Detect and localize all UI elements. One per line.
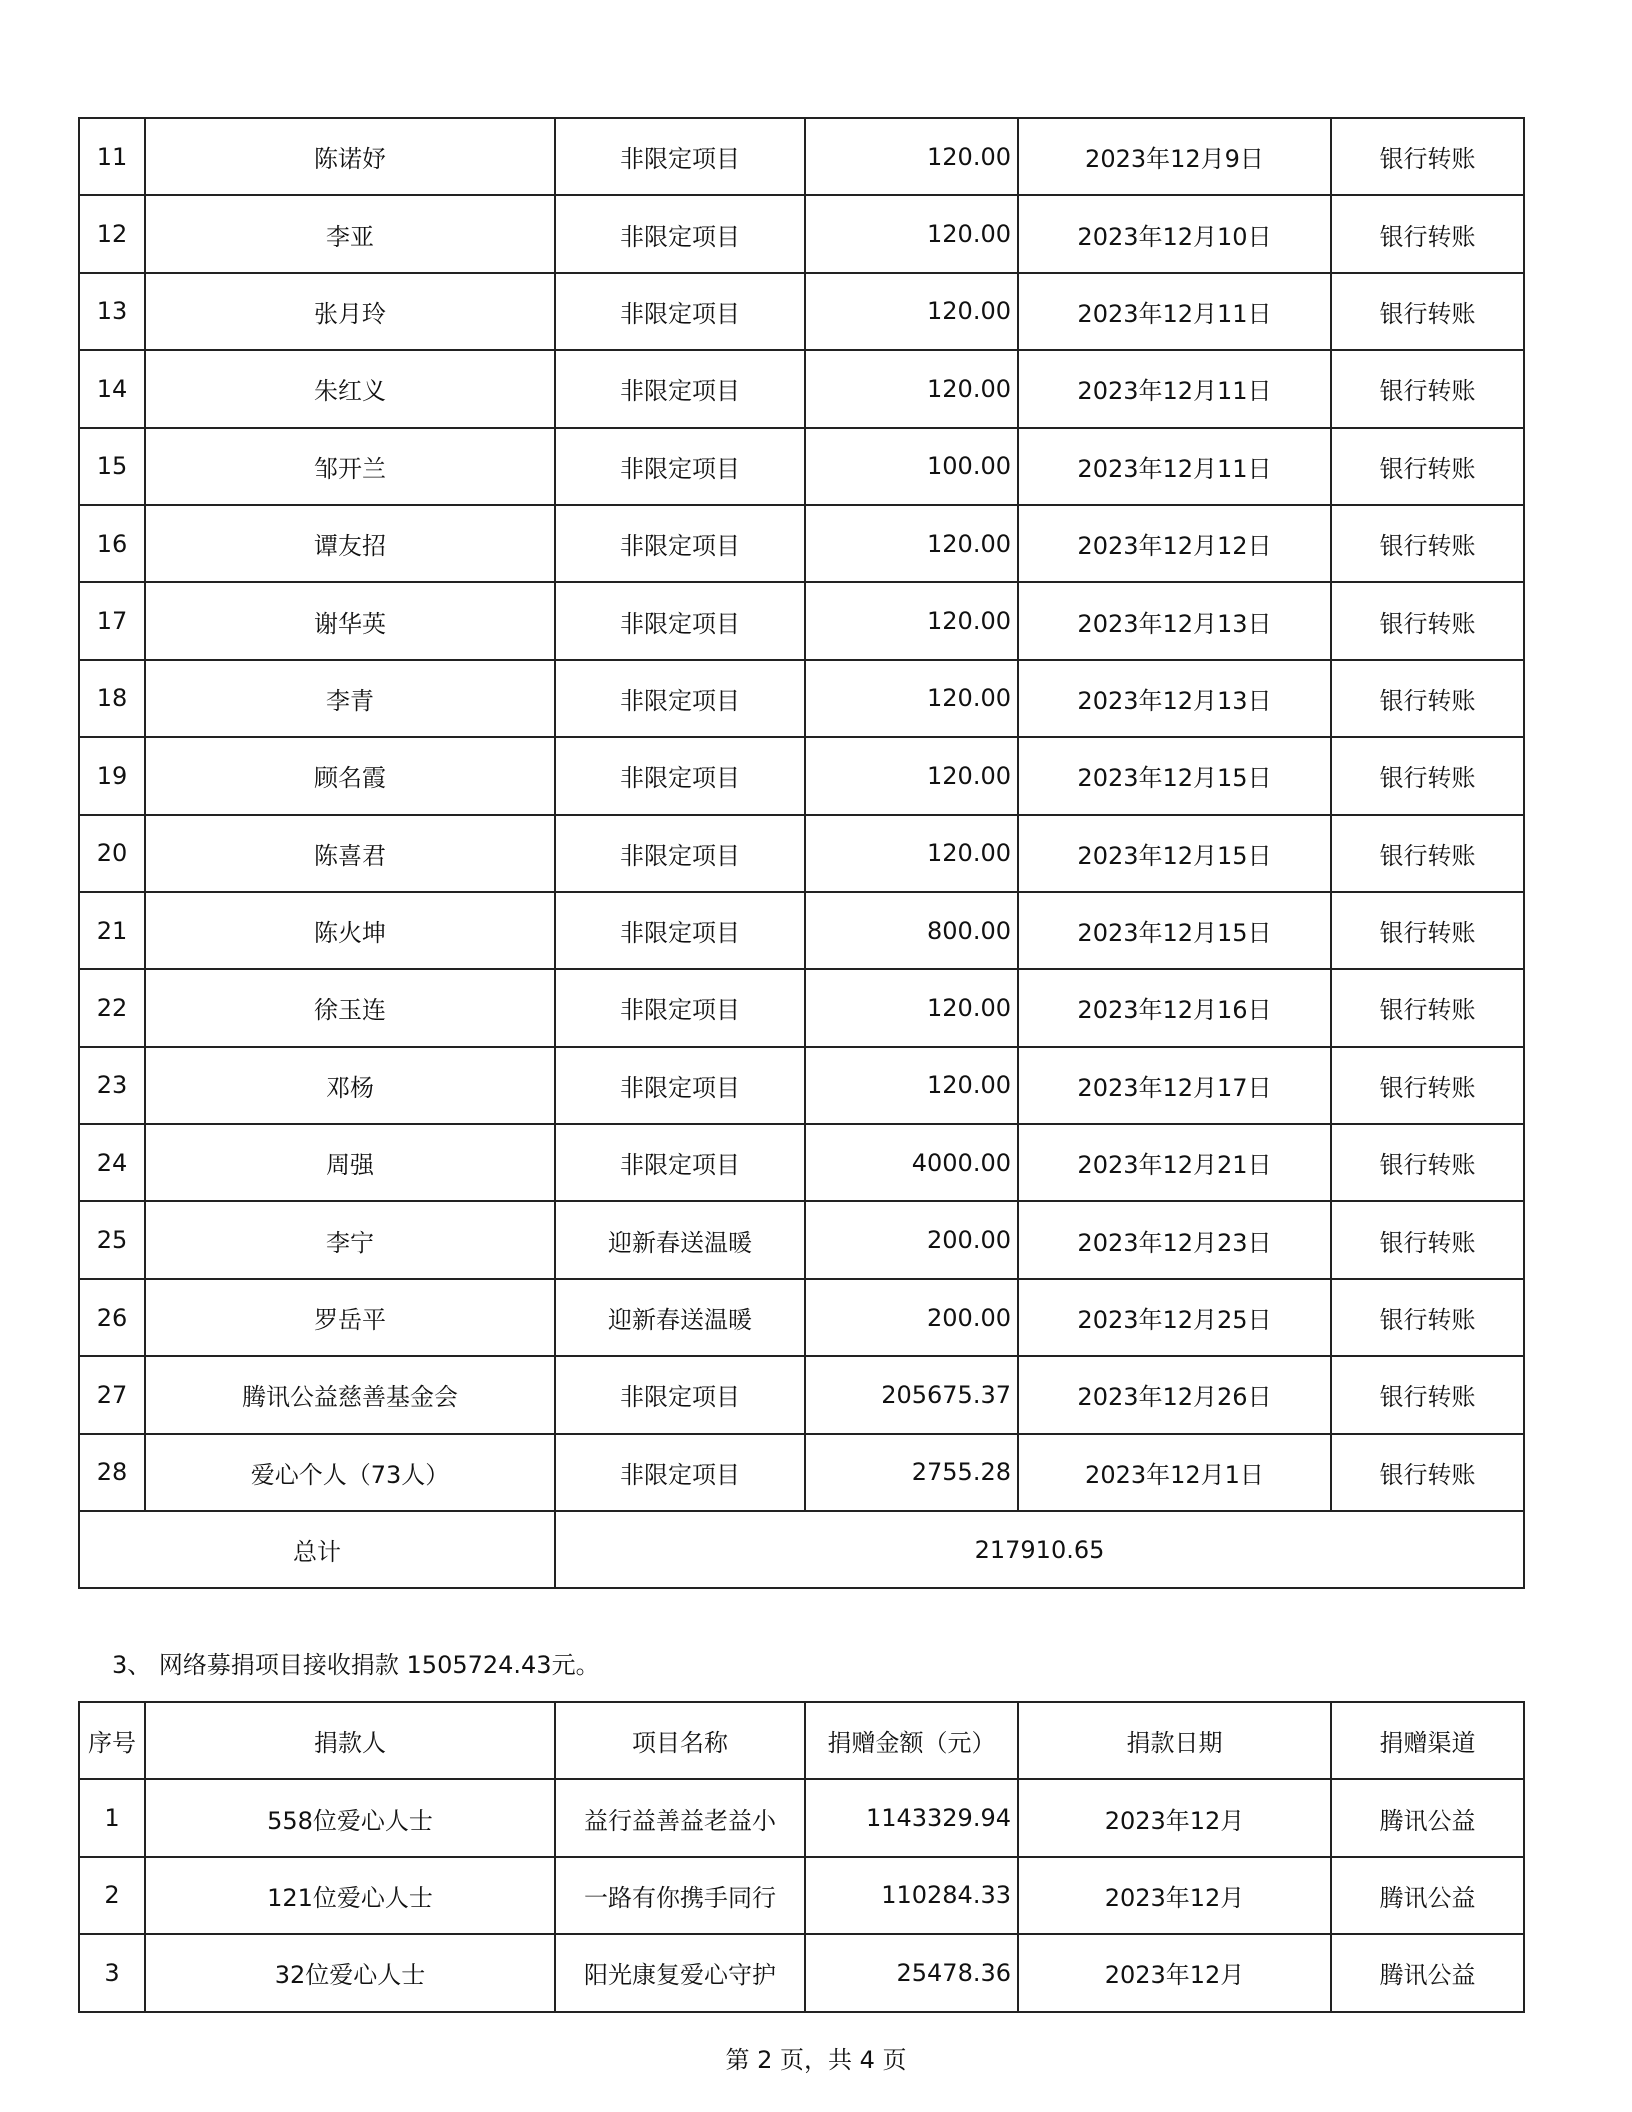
header-donor: 捐款人 (145, 1702, 555, 1779)
cell-project: 益行益善益老益小 (555, 1779, 805, 1856)
cell-project: 非限定项目 (555, 1434, 805, 1511)
cell-date: 2023年12月16日 (1018, 969, 1331, 1046)
cell-amount: 200.00 (805, 1279, 1018, 1356)
table-row (79, 1434, 1524, 1511)
cell-seq: 20 (79, 815, 145, 892)
table-row (79, 969, 1524, 1046)
donation-table-online (78, 1701, 1525, 2013)
cell-date: 2023年12月12日 (1018, 505, 1331, 582)
cell-channel: 银行转账 (1331, 815, 1524, 892)
table-row (79, 505, 1524, 582)
cell-amount: 120.00 (805, 969, 1018, 1046)
cell-amount: 25478.36 (805, 1934, 1018, 2011)
cell-date: 2023年12月13日 (1018, 582, 1331, 659)
cell-channel: 银行转账 (1331, 969, 1524, 1046)
table-row (79, 660, 1524, 737)
cell-seq: 25 (79, 1201, 145, 1278)
cell-channel: 腾讯公益 (1331, 1857, 1524, 1934)
cell-date: 2023年12月9日 (1018, 118, 1331, 195)
cell-project: 非限定项目 (555, 118, 805, 195)
cell-donor: 徐玉连 (145, 969, 555, 1046)
table-row (79, 428, 1524, 505)
table-row (79, 582, 1524, 659)
table-row (79, 273, 1524, 350)
cell-seq: 19 (79, 737, 145, 814)
cell-project: 非限定项目 (555, 273, 805, 350)
cell-channel: 银行转账 (1331, 1201, 1524, 1278)
cell-seq: 21 (79, 892, 145, 969)
cell-channel: 银行转账 (1331, 505, 1524, 582)
cell-amount: 120.00 (805, 505, 1018, 582)
cell-donor: 张月玲 (145, 273, 555, 350)
cell-seq: 27 (79, 1356, 145, 1433)
cell-channel: 银行转账 (1331, 350, 1524, 427)
cell-project: 阳光康复爱心守护 (555, 1934, 805, 2011)
cell-seq: 11 (79, 118, 145, 195)
cell-project: 非限定项目 (555, 1047, 805, 1124)
cell-project: 迎新春送温暖 (555, 1279, 805, 1356)
donation-table-bank (78, 117, 1525, 1589)
cell-seq: 13 (79, 273, 145, 350)
table-row (79, 815, 1524, 892)
cell-project: 一路有你携手同行 (555, 1857, 805, 1934)
cell-project: 非限定项目 (555, 195, 805, 272)
cell-seq: 14 (79, 350, 145, 427)
cell-project: 非限定项目 (555, 737, 805, 814)
cell-amount: 120.00 (805, 660, 1018, 737)
cell-project: 非限定项目 (555, 660, 805, 737)
cell-donor: 朱红义 (145, 350, 555, 427)
cell-project: 非限定项目 (555, 505, 805, 582)
cell-donor: 罗岳平 (145, 1279, 555, 1356)
table-row (79, 1779, 1524, 1856)
cell-date: 2023年12月13日 (1018, 660, 1331, 737)
cell-donor: 李亚 (145, 195, 555, 272)
table-row (79, 1124, 1524, 1201)
cell-donor: 陈喜君 (145, 815, 555, 892)
cell-donor: 顾名霞 (145, 737, 555, 814)
donation-table-online-body (79, 1779, 1524, 2011)
cell-amount: 200.00 (805, 1201, 1018, 1278)
page-footer: 第 2 页，共 4 页 (725, 2046, 907, 2074)
cell-date: 2023年12月11日 (1018, 273, 1331, 350)
cell-donor: 邓杨 (145, 1047, 555, 1124)
total-row (79, 1511, 1524, 1588)
cell-donor: 121位爱心人士 (145, 1857, 555, 1934)
cell-channel: 腾讯公益 (1331, 1779, 1524, 1856)
cell-seq: 16 (79, 505, 145, 582)
cell-channel: 银行转账 (1331, 273, 1524, 350)
table-row (79, 1356, 1524, 1433)
cell-amount: 120.00 (805, 737, 1018, 814)
cell-date: 2023年12月26日 (1018, 1356, 1331, 1433)
cell-donor: 爱心个人（73人） (145, 1434, 555, 1511)
table-row (79, 1201, 1524, 1278)
cell-seq: 26 (79, 1279, 145, 1356)
cell-amount: 2755.28 (805, 1434, 1018, 1511)
cell-project: 非限定项目 (555, 969, 805, 1046)
cell-amount: 110284.33 (805, 1857, 1018, 1934)
cell-donor: 谭友招 (145, 505, 555, 582)
header-date: 捐款日期 (1018, 1702, 1331, 1779)
cell-seq: 24 (79, 1124, 145, 1201)
table-row (79, 892, 1524, 969)
table-row (79, 350, 1524, 427)
cell-amount: 800.00 (805, 892, 1018, 969)
cell-channel: 银行转账 (1331, 118, 1524, 195)
table-row (79, 1857, 1524, 1934)
cell-date: 2023年12月11日 (1018, 428, 1331, 505)
cell-donor: 陈诺妤 (145, 118, 555, 195)
cell-seq: 2 (79, 1857, 145, 1934)
cell-date: 2023年12月21日 (1018, 1124, 1331, 1201)
cell-channel: 银行转账 (1331, 428, 1524, 505)
cell-channel: 银行转账 (1331, 660, 1524, 737)
header-seq: 序号 (79, 1702, 145, 1779)
cell-amount: 205675.37 (805, 1356, 1018, 1433)
table-row (79, 737, 1524, 814)
cell-donor: 谢华英 (145, 582, 555, 659)
cell-channel: 银行转账 (1331, 737, 1524, 814)
cell-date: 2023年12月1日 (1018, 1434, 1331, 1511)
cell-date: 2023年12月10日 (1018, 195, 1331, 272)
cell-seq: 18 (79, 660, 145, 737)
total-value: 217910.65 (555, 1511, 1524, 1588)
donation-table-bank-body (79, 118, 1524, 1511)
section-heading: 3、 网络募捐项目接收捐款 1505724.43元。 (112, 1651, 600, 1679)
cell-project: 非限定项目 (555, 815, 805, 892)
header-channel: 捐赠渠道 (1331, 1702, 1524, 1779)
table-row (79, 118, 1524, 195)
table-row (79, 1047, 1524, 1124)
cell-project: 非限定项目 (555, 350, 805, 427)
cell-date: 2023年12月 (1018, 1857, 1331, 1934)
cell-project: 非限定项目 (555, 1124, 805, 1201)
table-row (79, 1934, 1524, 2011)
cell-project: 非限定项目 (555, 582, 805, 659)
cell-donor: 李宁 (145, 1201, 555, 1278)
cell-donor: 李青 (145, 660, 555, 737)
cell-seq: 3 (79, 1934, 145, 2011)
table-row (79, 1279, 1524, 1356)
cell-date: 2023年12月 (1018, 1779, 1331, 1856)
cell-seq: 23 (79, 1047, 145, 1124)
cell-channel: 银行转账 (1331, 1124, 1524, 1201)
cell-amount: 120.00 (805, 195, 1018, 272)
cell-date: 2023年12月23日 (1018, 1201, 1331, 1278)
cell-date: 2023年12月17日 (1018, 1047, 1331, 1124)
cell-date: 2023年12月25日 (1018, 1279, 1331, 1356)
cell-amount: 120.00 (805, 350, 1018, 427)
cell-seq: 28 (79, 1434, 145, 1511)
cell-channel: 银行转账 (1331, 1356, 1524, 1433)
cell-seq: 17 (79, 582, 145, 659)
cell-channel: 银行转账 (1331, 195, 1524, 272)
cell-donor: 腾讯公益慈善基金会 (145, 1356, 555, 1433)
cell-date: 2023年12月 (1018, 1934, 1331, 2011)
cell-project: 非限定项目 (555, 892, 805, 969)
cell-date: 2023年12月15日 (1018, 815, 1331, 892)
cell-project: 迎新春送温暖 (555, 1201, 805, 1278)
header-project: 项目名称 (555, 1702, 805, 1779)
cell-channel: 银行转账 (1331, 582, 1524, 659)
header-row (79, 1702, 1524, 1779)
cell-amount: 1143329.94 (805, 1779, 1018, 1856)
cell-donor: 32位爱心人士 (145, 1934, 555, 2011)
cell-seq: 1 (79, 1779, 145, 1856)
cell-amount: 100.00 (805, 428, 1018, 505)
cell-date: 2023年12月15日 (1018, 737, 1331, 814)
cell-amount: 120.00 (805, 273, 1018, 350)
cell-amount: 120.00 (805, 118, 1018, 195)
cell-seq: 22 (79, 969, 145, 1046)
cell-amount: 120.00 (805, 815, 1018, 892)
cell-channel: 银行转账 (1331, 1434, 1524, 1511)
cell-date: 2023年12月11日 (1018, 350, 1331, 427)
cell-seq: 15 (79, 428, 145, 505)
cell-project: 非限定项目 (555, 428, 805, 505)
cell-channel: 银行转账 (1331, 892, 1524, 969)
cell-amount: 120.00 (805, 1047, 1018, 1124)
total-label: 总计 (79, 1511, 555, 1588)
cell-date: 2023年12月15日 (1018, 892, 1331, 969)
cell-donor: 周强 (145, 1124, 555, 1201)
cell-channel: 腾讯公益 (1331, 1934, 1524, 2011)
cell-amount: 4000.00 (805, 1124, 1018, 1201)
header-amount: 捐赠金额（元） (805, 1702, 1018, 1779)
cell-amount: 120.00 (805, 582, 1018, 659)
cell-seq: 12 (79, 195, 145, 272)
cell-donor: 558位爱心人士 (145, 1779, 555, 1856)
cell-project: 非限定项目 (555, 1356, 805, 1433)
cell-channel: 银行转账 (1331, 1047, 1524, 1124)
cell-donor: 陈火坤 (145, 892, 555, 969)
cell-donor: 邹开兰 (145, 428, 555, 505)
cell-channel: 银行转账 (1331, 1279, 1524, 1356)
table-row (79, 195, 1524, 272)
